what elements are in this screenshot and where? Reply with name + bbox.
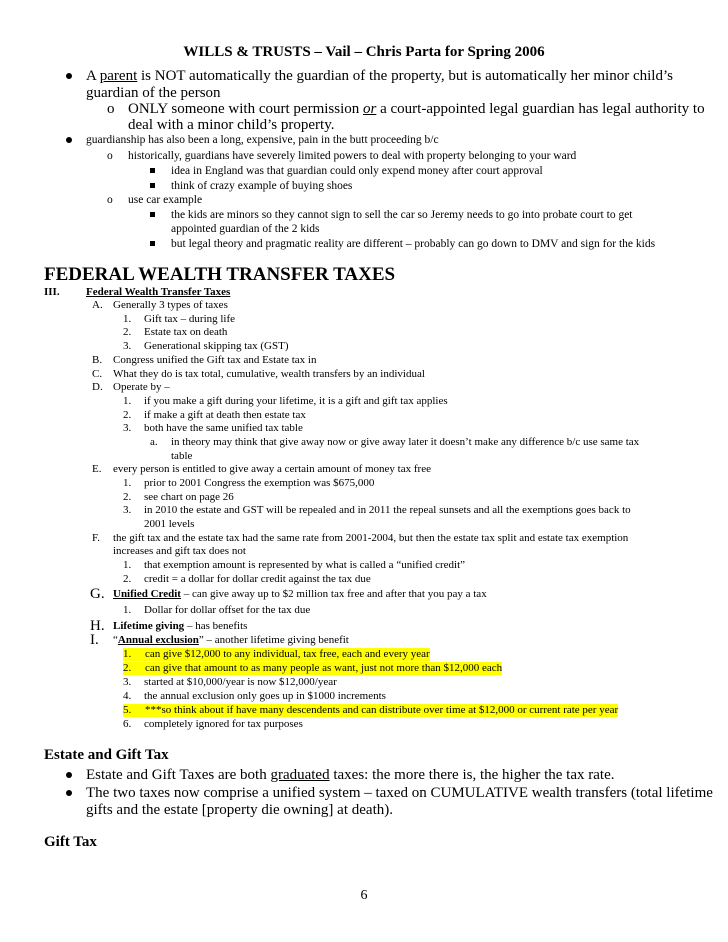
page-title: WILLS & TRUSTS – Vail – Chris Parta for Spring 2006 [183,44,545,60]
outline-e-item: prior to 2001 Congress the exemption was $675,000 [144,477,375,489]
estate-bullet-2-line2: gifts and the estate [property die owning] at death). [86,802,393,818]
section-heading-federal: FEDERAL WEALTH TRANSFER TAXES [44,264,396,285]
item-number: 3. [123,676,132,688]
outline-f-text-line2: increases and gift tax does not [113,545,246,557]
item-number: 2. [123,326,132,338]
intro-b2-sub-2-item1-line2: appointed guardian of the 2 kids [171,223,320,235]
outline-g-text: Unified Credit – can give away up to $2 million tax free and after that you pay a tax [113,588,487,600]
bullet-icon [66,790,72,796]
outline-i-item-highlighted: 2. can give that amount to as many people as want, just not more than $12,000 each [123,662,503,674]
outline-i-item: the annual exclusion only goes up in $1000 increments [144,690,386,702]
intro-sub-1-line2: deal with a minor child’s property. [128,117,335,133]
outline-e-item-line2: 2001 levels [144,518,195,530]
outline-a-item: Gift tax – during life [144,313,236,325]
outline-a-text: Generally 3 types of taxes [113,299,228,311]
outline-b-text: Congress unified the Gift tax and Estate tax in [113,354,317,366]
item-number: 4. [123,690,132,702]
outline-label: H. [90,618,105,634]
outline-i-text: “Annual exclusion” – another lifetime giving benefit [113,634,349,646]
item-number: 1. [123,559,132,571]
page-number: 6 [360,888,368,903]
outline-d-a-text: in theory may think that give away now or give away later it doesn’t make any difference b/c use same tax [171,436,640,448]
outline-i-item: completely ignored for tax purposes [144,718,303,730]
outline-i-item-highlighted: 1. can give $12,000 to any individual, tax free, each and every year [123,648,430,660]
sub-marker: o [107,194,113,206]
bullet-icon [66,137,72,143]
outline-d-item: both have the same unified tax table [144,422,303,434]
item-number: 1. [123,395,132,407]
outline-d-text: Operate by – [113,381,170,393]
roman-numeral: III. [44,286,60,298]
intro-b2-sub-2: use car example [128,194,203,206]
outline-label: a. [150,436,158,448]
section-heading-gift: Gift Tax [44,834,97,850]
outline-label: F. [92,532,100,544]
outline-d-item: if make a gift at death then estate tax [144,409,306,421]
outline-d-a-text-line2: table [171,450,193,462]
estate-bullet-2: The two taxes now comprise a unified system – taxed on CUMULATIVE wealth transfers (total lifetime [86,785,713,801]
outline-a-item: Generational skipping tax (GST) [144,340,289,352]
outline-label: A. [92,299,103,311]
outline-f-text: the gift tax and the estate tax had the same rate from 2001-2004, but then the estate tax split and estate tax exemption [113,532,629,544]
square-bullet-icon [150,212,155,217]
square-bullet-icon [150,183,155,188]
intro-b2-sub-1-item2: think of crazy example of buying shoes [171,180,353,192]
intro-sub-1: ONLY someone with court permission or a court-appointed legal guardian has legal authority to [128,101,705,117]
outline-f-item: credit = a dollar for dollar credit against the tax due [144,573,371,585]
outline-label: C. [92,368,103,380]
bullet-icon [66,73,72,79]
intro-bullet-2: guardianship has also been a long, expensive, pain in the butt proceeding b/c [86,134,439,146]
intro-b2-sub-2-item2: but legal theory and pragmatic reality are different – probably can go down to DMV and sign for the kids [171,238,656,250]
outline-a-item: Estate tax on death [144,326,228,338]
estate-bullet-1: Estate and Gift Taxes are both graduated taxes: the more there is, the higher the tax rate. [86,767,615,783]
item-number: 1. [123,604,132,616]
item-number: 2. [123,491,132,503]
item-number: 3. [123,504,132,516]
square-bullet-icon [150,241,155,246]
sub-marker: o [107,150,113,162]
outline-i-item-highlighted: 5. ***so think about if have many descendents and can distribute over time at $12,000 or current rate per year [123,704,619,716]
item-number: 3. [123,340,132,352]
intro-bullet-1-line2: guardian of the person [86,85,221,101]
item-number: 3. [123,422,132,434]
item-number: 1. [123,477,132,489]
outline-e-item: in 2010 the estate and GST will be repealed and in 2011 the repeal sunsets and all the exemptions goes back to [144,504,631,516]
outline-label: E. [92,463,102,475]
square-bullet-icon [150,168,155,173]
outline-label: B. [92,354,103,366]
intro-bullet-1: A parent is NOT automatically the guardian of the property, but is automatically her minor child’s [86,68,673,84]
item-number: 6. [123,718,132,730]
outline-f-item: that exemption amount is represented by what is called a “unified credit” [144,559,466,571]
outline-label: D. [92,381,103,393]
outline-h-text: Lifetime giving – has benefits [113,620,248,632]
item-number: 2. [123,409,132,421]
intro-b2-sub-1: historically, guardians have severely limited powers to deal with property belonging to your ward [128,150,577,162]
intro-b2-sub-2-item1: the kids are minors so they cannot sign to sell the car so Jeremy needs to go into probate court to get [171,209,633,221]
outline-label: I. [90,632,99,648]
outline-d-item: if you make a gift during your lifetime, it is a gift and gift tax applies [144,395,448,407]
outline-i-item: started at $10,000/year is now $12,000/year [144,676,337,688]
item-number: 1. [123,313,132,325]
section-heading-estate: Estate and Gift Tax [44,747,169,763]
outline-c-text: What they do is tax total, cumulative, wealth transfers by an individual [113,368,425,380]
outline-e-text: every person is entitled to give away a certain amount of money tax free [113,463,431,475]
subsection-title: Federal Wealth Transfer Taxes [86,286,231,298]
bullet-icon [66,772,72,778]
outline-g-item: Dollar for dollar offset for the tax due [144,604,311,616]
intro-b2-sub-1-item1: idea in England was that guardian could only expend money after court approval [171,165,543,177]
sub-marker: o [107,101,115,117]
outline-e-item: see chart on page 26 [144,491,234,503]
item-number: 2. [123,573,132,585]
outline-label: G. [90,586,105,602]
